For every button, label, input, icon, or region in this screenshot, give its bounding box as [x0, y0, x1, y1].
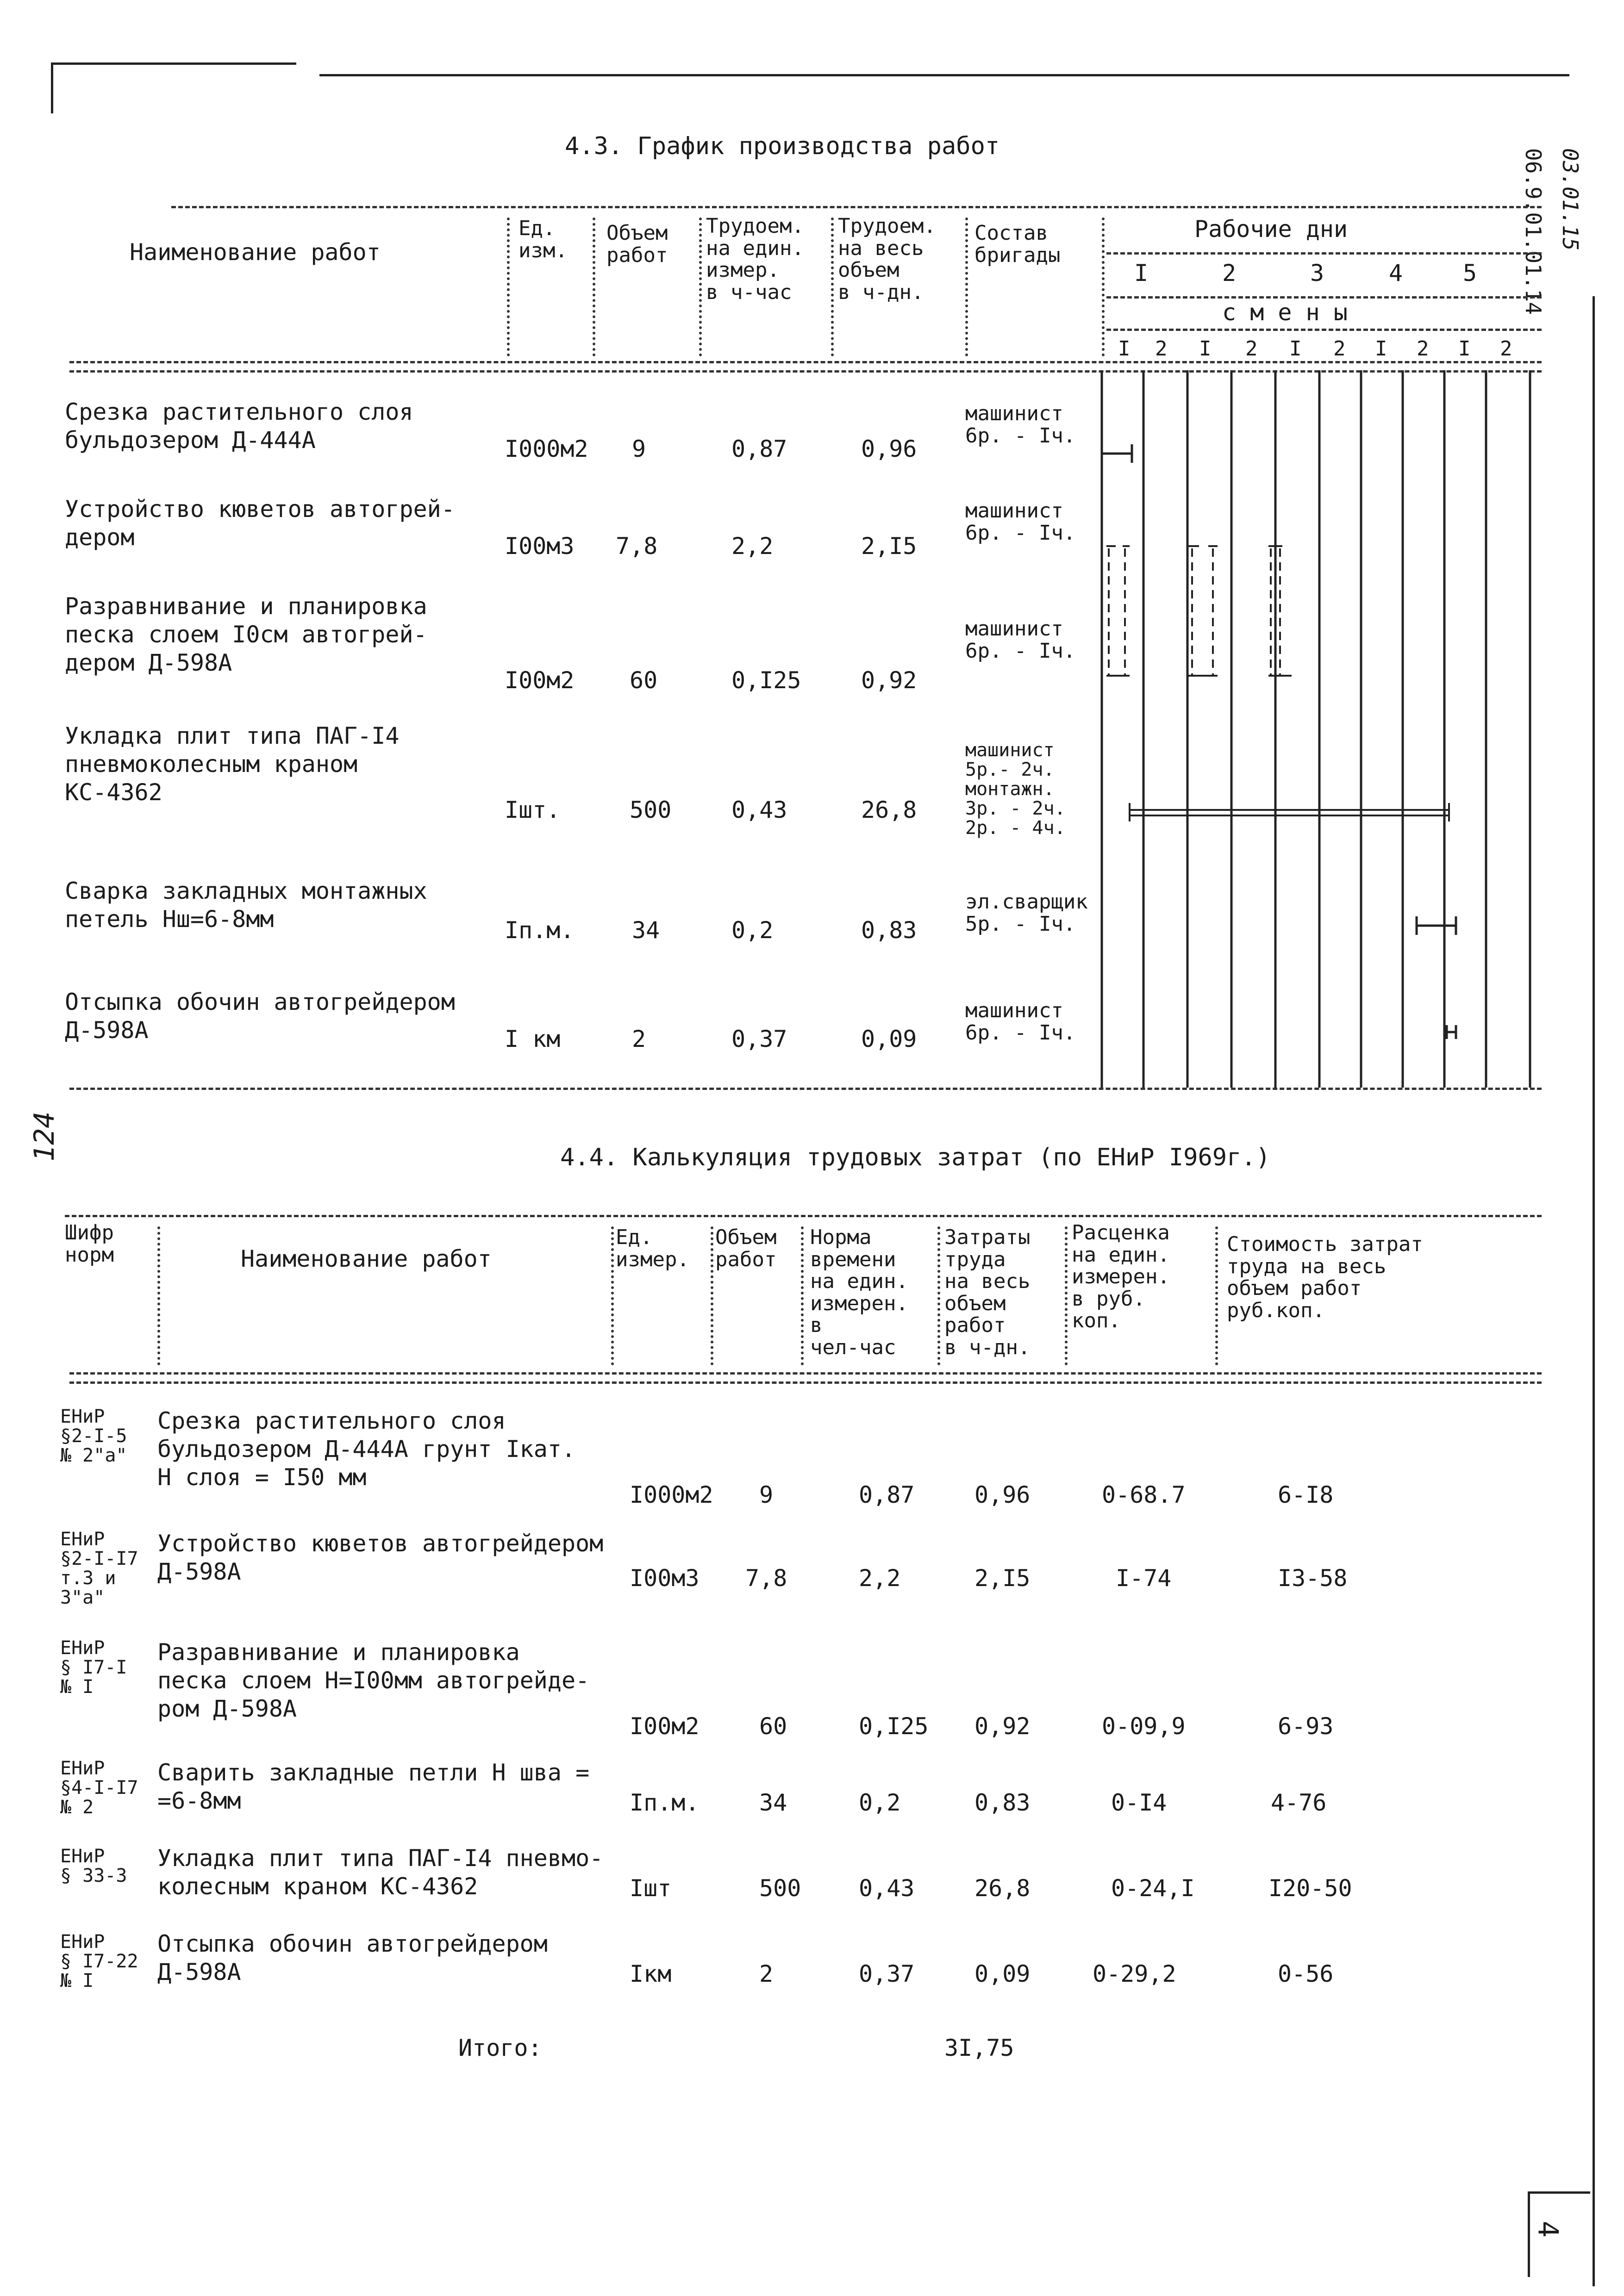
side-code: 06.9.01.01.14: [1521, 148, 1546, 315]
sched-row-5-name: Сварка закладных монтажных петель Hш=6-8мм: [65, 877, 427, 933]
calc-sep-4: [801, 1226, 804, 1365]
calc-row-4-code: ЕНиР §4-I-I7 № 2: [60, 1758, 138, 1818]
schedule-header-labor-total: Трудоем. на весь объем в ч-дн.: [838, 214, 936, 304]
sched-row-2-labor-unit: 2,2: [731, 533, 774, 560]
calc-header-volume: Объем работ: [715, 1226, 777, 1271]
calc-row-6-code: ЕНиР § I7-22 № I: [60, 1931, 138, 1991]
calc-header-rate: Расценка на един. измерен. в руб. коп.: [1072, 1221, 1170, 1333]
corner-page-number: 4: [1531, 2221, 1564, 2238]
schedule-header-brigade: Состав бригады: [974, 221, 1061, 267]
calc-row-2-total-cost: I3-58: [1278, 1565, 1348, 1592]
sched-row-6-unit: I км: [505, 1026, 561, 1052]
calc-row-3-rate: 0-09,9: [1102, 1713, 1186, 1740]
calc-row-6-norm: 0,37: [859, 1960, 915, 1987]
side-code-handwritten: 03.01.15: [1558, 148, 1583, 251]
schedule-header-name: Наименование работ: [130, 239, 381, 266]
sched-row-2-labor-total: 2,I5: [861, 533, 917, 560]
sched-row-3-unit: I00м2: [505, 667, 575, 694]
calc-row-4-name: Сварить закладные петли Н шва = =6-8мм: [157, 1759, 590, 1814]
frame-top-left: [51, 62, 296, 65]
calc-row-2-volume: 7,8: [745, 1565, 787, 1592]
sched-row-3-labor-unit: 0,I25: [731, 667, 801, 694]
sched-sep-1: [507, 218, 510, 356]
calc-row-6-cost-time: 0,09: [974, 1960, 1031, 1987]
schedule-header-workdays: Рабочие дни: [1194, 216, 1348, 243]
calc-total-label: Итого:: [458, 2035, 542, 2061]
calc-row-1-code: ЕНиР §2-I-5 № 2"а": [60, 1406, 127, 1466]
calc-row-1-name: Срезка растительного слоя бульдозером Д-444А грунт Iкат. Н слоя = I50 мм: [157, 1407, 576, 1491]
calc-row-1-unit: I000м2: [630, 1481, 713, 1508]
calc-row-5-rate: 0-24,I: [1111, 1875, 1195, 1902]
sched-sep-3: [699, 218, 702, 356]
sched-row-4-volume: 500: [630, 796, 672, 823]
day-3: 3: [1310, 260, 1324, 286]
shift-5: I: [1289, 337, 1302, 361]
shift-4: 2: [1245, 337, 1258, 361]
calc-row-5-volume: 500: [759, 1875, 801, 1902]
sched-row-4-labor-total: 26,8: [861, 796, 917, 823]
shift-10: 2: [1500, 337, 1512, 361]
calc-header-bottom-line-1: [69, 1372, 1542, 1375]
sched-row-3-labor-total: 0,92: [861, 667, 917, 694]
sched-row-5-volume: 34: [632, 917, 660, 944]
frame-left-tick: [51, 62, 53, 113]
sched-row-4-labor-unit: 0,43: [731, 796, 787, 823]
calc-header-unit: Ед. измер.: [616, 1226, 689, 1271]
shift-7: I: [1375, 337, 1387, 361]
calc-row-2-rate: I-74: [1116, 1565, 1172, 1592]
gantt-grid: [1097, 370, 1542, 1097]
day-2: 2: [1222, 260, 1237, 286]
schedule-header-labor-unit: Трудоем. на един. измер. в ч-час: [706, 214, 804, 304]
day-4: 4: [1389, 260, 1403, 286]
calc-row-6-name: Отсыпка обочин автогрейдером Д-598А: [157, 1930, 548, 1985]
frame-right: [1593, 296, 1595, 2286]
calc-row-3-volume: 60: [759, 1713, 787, 1740]
calc-row-3-name: Разравнивание и планировка песка слоем Н=I00мм автогрейде- ром Д-598А: [157, 1639, 590, 1722]
calc-sep-1: [157, 1226, 160, 1365]
calc-row-4-norm: 0,2: [859, 1789, 901, 1816]
sched-row-6-labor-unit: 0,37: [731, 1026, 787, 1052]
shift-2: 2: [1155, 337, 1168, 361]
sched-row-1-unit: I000м2: [505, 436, 588, 462]
calc-row-1-volume: 9: [759, 1481, 774, 1508]
sched-row-1-labor-total: 0,96: [861, 436, 917, 462]
calc-row-5-code: ЕНиР § 33-3: [60, 1846, 127, 1886]
calc-row-6-rate: 0-29,2: [1093, 1960, 1176, 1987]
sched-row-6-labor-total: 0,09: [861, 1026, 917, 1052]
calc-row-4-volume: 34: [759, 1789, 787, 1816]
calc-row-6-total-cost: 0-56: [1278, 1960, 1334, 1987]
sched-row-4-unit: Iшт.: [505, 796, 561, 823]
sched-row-5-labor-unit: 0,2: [731, 917, 774, 944]
days-top-line: [1106, 252, 1542, 255]
calc-row-1-total-cost: 6-I8: [1278, 1481, 1334, 1508]
schedule-header-volume: Объем работ: [606, 221, 668, 267]
shift-6: 2: [1333, 337, 1346, 361]
calc-row-3-code: ЕНиР § I7-I № I: [60, 1637, 127, 1698]
calc-row-5-name: Укладка плит типа ПАГ-I4 пневмо- колесным краном КС-4362: [157, 1845, 604, 1900]
sched-row-5-labor-total: 0,83: [861, 917, 917, 944]
sched-row-2-brigade: машинист 6р. - Iч.: [965, 499, 1076, 545]
calc-row-5-unit: Iшт: [630, 1875, 672, 1902]
schedule-header-unit: Ед. изм.: [518, 217, 568, 262]
sched-row-1-volume: 9: [632, 436, 646, 462]
schedule-header-top-line: [171, 206, 1542, 208]
day-5: 5: [1463, 260, 1477, 286]
calc-row-2-name: Устройство кюветов автогрейдером Д-598А: [157, 1530, 604, 1585]
shift-8: 2: [1417, 337, 1429, 361]
sched-row-2-volume: 7,8: [616, 533, 658, 560]
calc-row-4-total-cost: 4-76: [1271, 1789, 1327, 1816]
sched-row-3-volume: 60: [630, 667, 658, 694]
shift-1: I: [1118, 337, 1131, 361]
calc-header-bottom-line-2: [69, 1381, 1542, 1384]
sched-row-6-volume: 2: [632, 1026, 646, 1052]
sched-row-2-name: Устройство кюветов автогрей- дером: [65, 496, 455, 551]
sched-row-6-brigade: машинист 6р. - Iч.: [965, 999, 1076, 1045]
calc-row-4-unit: Iп.м.: [630, 1789, 700, 1816]
calc-sep-6: [1065, 1226, 1068, 1365]
sched-row-3-name: Разравнивание и планировка песка слоем I0см автогрей- дером Д-598А: [65, 593, 427, 676]
calc-row-2-code: ЕНиР §2-I-I7 т.3 и 3"а": [60, 1529, 138, 1608]
calc-header-cost-time: Затраты труда на весь объем работ в ч-дн.: [944, 1226, 1031, 1359]
calc-header-code: Шифр норм: [65, 1221, 114, 1267]
sched-sep-2: [593, 218, 595, 356]
calc-row-6-volume: 2: [759, 1960, 774, 1987]
frame-top: [319, 74, 1569, 76]
calc-total-value: 3I,75: [944, 2035, 1014, 2061]
calc-row-1-cost-time: 0,96: [974, 1481, 1031, 1508]
calc-row-5-cost-time: 26,8: [974, 1875, 1031, 1902]
sched-row-5-brigade: эл.сварщик 5р. - Iч.: [965, 890, 1088, 936]
calc-row-1-rate: 0-68.7: [1102, 1481, 1186, 1508]
shift-3: I: [1199, 337, 1212, 361]
calc-row-3-total-cost: 6-93: [1278, 1713, 1334, 1740]
sched-row-5-unit: Iп.м.: [505, 917, 575, 944]
sched-row-4-brigade: машинист 5р.- 2ч. монтажн. 3р. - 2ч. 2р. - 4ч.: [965, 740, 1066, 839]
sched-row-6-name: Отсыпка обочин автогрейдером Д-598А: [65, 989, 455, 1044]
calc-row-2-unit: I00м3: [630, 1565, 700, 1592]
calc-row-6-unit: Iкм: [630, 1960, 672, 1987]
calc-header-total-cost: Стоимость затрат труда на весь объем работ руб.коп.: [1227, 1232, 1423, 1322]
sched-sep-6: [1102, 218, 1105, 356]
schedule-bottom-line: [69, 1088, 1542, 1090]
sched-row-3-brigade: машинист 6р. - Iч.: [965, 617, 1076, 663]
calc-header-norm: Норма времени на един. измерен. в чел-час: [810, 1226, 908, 1359]
calc-title: 4.4. Калькуляция трудовых затрат (по ЕНиР I969г.): [560, 1144, 1271, 1171]
calc-sep-3: [711, 1226, 713, 1365]
calc-sep-7: [1215, 1226, 1218, 1365]
calc-row-3-norm: 0,I25: [859, 1713, 929, 1740]
calc-row-1-norm: 0,87: [859, 1481, 915, 1508]
schedule-title: 4.3. График производства работ: [565, 132, 1000, 160]
shift-9: I: [1458, 337, 1471, 361]
page-number: 124: [28, 1111, 61, 1162]
sched-sep-5: [965, 218, 968, 356]
calc-row-2-cost-time: 2,I5: [974, 1565, 1031, 1592]
calc-row-2-norm: 2,2: [859, 1565, 901, 1592]
calc-row-5-norm: 0,43: [859, 1875, 915, 1902]
sched-row-1-labor-unit: 0,87: [731, 436, 787, 462]
shifts-label: с м е н ы: [1222, 299, 1348, 326]
calc-row-3-cost-time: 0,92: [974, 1713, 1031, 1740]
shifts-top-line: [1106, 329, 1542, 331]
sched-row-2-unit: I00м3: [505, 533, 575, 560]
sched-row-4-name: Укладка плит типа ПАГ-I4 пневмоколесным краном КС-4362: [65, 722, 400, 806]
day-1: I: [1134, 260, 1149, 286]
calc-sep-5: [937, 1226, 940, 1365]
schedule-header-bottom-line-1: [69, 361, 1542, 363]
sched-sep-4: [831, 218, 834, 356]
sched-row-1-brigade: машинист 6р. - Iч.: [965, 402, 1076, 448]
calc-sep-2: [611, 1226, 614, 1365]
calc-row-4-cost-time: 0,83: [974, 1789, 1031, 1816]
calc-header-name: Наименование работ: [241, 1245, 492, 1272]
calc-header-top-line: [65, 1215, 1542, 1217]
calc-row-5-total-cost: I20-50: [1268, 1875, 1352, 1902]
calc-row-4-rate: 0-I4: [1111, 1789, 1167, 1816]
sched-row-1-name: Срезка растительного слоя бульдозером Д-444А: [65, 398, 413, 454]
calc-row-3-unit: I00м2: [630, 1713, 700, 1740]
